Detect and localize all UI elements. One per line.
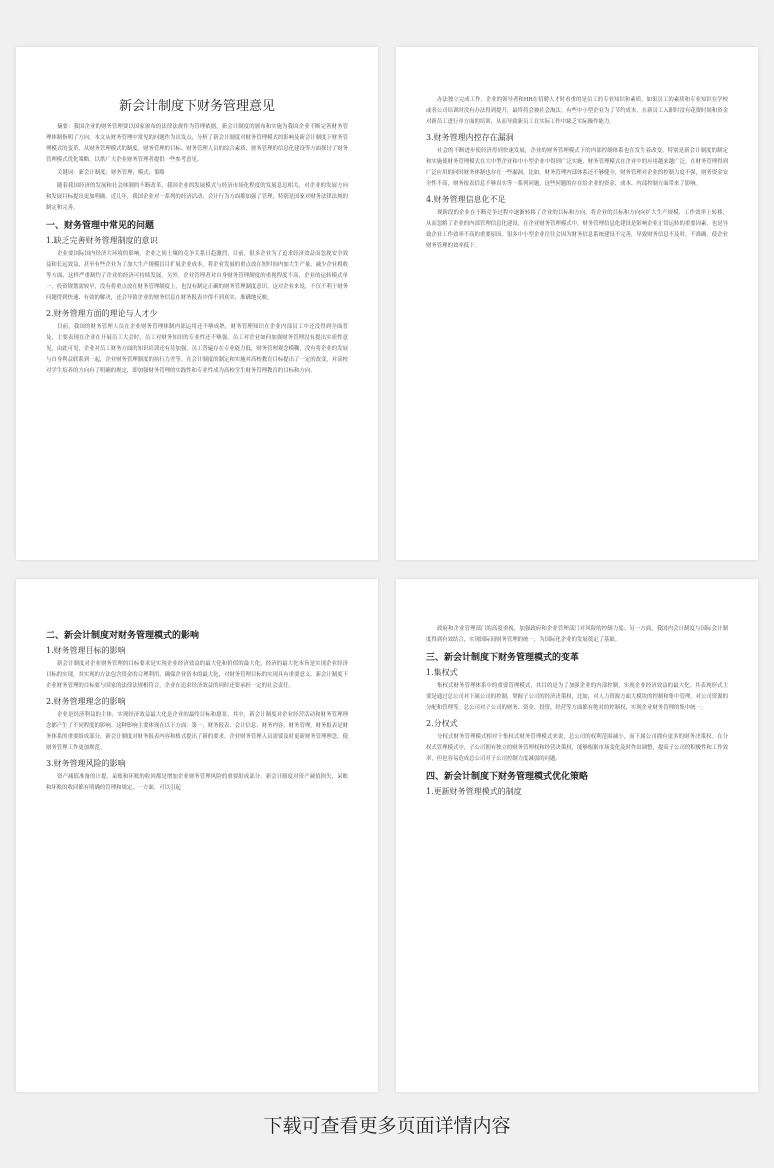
body-paragraph: 新会计制度对企业财务管理的目标要求是实现企业经济效益的最大化和价值的最大化，经济的最大化本旨是实现企业经济目标的实现，其实现的方法包含资金的合理利用，确保企业资本的最大化，对财务管理目标的实现具有重要意义。新会计制度下企业财务管理的目标要与国家的法律法规相符合，企业在追求经济效益的同时还要承担一定的社会责任。 — [46, 661, 348, 689]
body-paragraph: 企业是经济利益的主体，实现经济效益最大化是企业的最终目标和愿景。其中，新会计制度对企业经营活动和财务管理理念都产生了不同程度的影响。这种影响主要体现在以下方面：第一，财务报表、会计信息、财务内容、财务管理。财务报表是财务体系的重要组成部分，新会计制度对财务报表内容和格式提出了新的要求，企业财务管理人员需要及时更新财务管理理念，使财务管理工作更加规范。 — [46, 712, 348, 751]
body-paragraph: 企业要国际国内经济大环境的影响，企业之间土壤的竞争关系日趋激烈，目前，很多企业为了追求经济效益而忽视安全效益和长远效益，甚至有些企业为了加大生产规模盲目扩展企业成本，将企业发展的重点放在短时间内加大生产量、减少企业税收等方面，这样严重制约了企业的经济可持续发展，另外，企业管理者对自身财务管理制度的重视程度不高，企业的运转模式单一，投资规划需较早，没有将重点放在财务管理制度上，也没有制定正确的财务管理制度意识，这对企业来说，不仅不利于财务问题得到快速、有效的解决，还会导致企业的财务信息在财务报表中得不到真实、准确地反映。 — [46, 251, 348, 301]
body-paragraph: 分权式财务管理模式相对于集权式财务管理模式来说，总公司的权利范围减小，而下属公司拥有更多的财务决策权。在分权式管理模式中，子公司拥有独立的财务管理权和经营决策权，能够根据市场变化及时作出调整，提高子公司的积极性和工作效率，但也容易造成总公司对子公司控制力度减弱的问题。 — [426, 734, 728, 762]
subsection-heading: 2.财务管理方面的理论与人才少 — [46, 309, 158, 318]
section-heading: 一、财务管理中常见的问题 — [46, 221, 155, 231]
section-heading: 四、新会计制度下财务管理模式优化策略 — [426, 772, 589, 782]
subsection-heading: 3.财务管理内控存在漏洞 — [426, 133, 514, 142]
download-prompt-text[interactable]: 下载可查看更多页面详情内容 — [263, 1115, 511, 1137]
subsection-heading: 1.更新财务管理模式的制度 — [426, 787, 522, 796]
document-page-2 — [396, 47, 758, 560]
document-page-3 — [16, 579, 378, 1092]
body-paragraph: 集权式财务管理体系中的重要管理模式，其目的是为了加强企业的内部控制，实现企业经济效益的最大化。其表现形式主要是通过总公司对下属公司的控制，掌握子公司的经济决策权，比如，对人力资源方面大模块的控制和集中管理，对公司资源的分配和管理等。总公司对子公司的财务、资金、投资、经营等方面都有绝对的控制权，实现企业财务管理的集中统一。 — [426, 683, 728, 711]
subsection-heading: 1.缺乏完善财务管理制度的意识 — [46, 236, 158, 245]
body-paragraph: 目前，我国的财务管理人员在企业财务管理体制内部运用还不够成熟，财务管理知识在企业内部员工中还没得到全面普及，主要表现在企业在开展员工大会时，员工对财务知识的专业性还不够强，员工对企业如何加强财务管理没有提出实质性意见，由此可见，企业对员工财务方面的知识培训还有待加强，员工普遍存在专业能力低，财务管理观念模糊，没有将企业的发展与自身利益联系到一起，企业财务管理制度的执行力差等。在会计制度的制定和实施对高校教育目标提出了一定的改变，对高校对学生培养的方向有了明确的规定，即加强财务管理的实践性和专业性成为高校学生财务管理教育的目标和方向。 — [46, 324, 348, 374]
subsection-heading: 3.财务管理风险的影响 — [46, 759, 126, 768]
section-heading: 三、新会计制度下财务管理模式的变革 — [426, 653, 580, 663]
subsection-heading: 1.集权式 — [426, 668, 458, 677]
subsection-heading: 2.分权式 — [426, 719, 458, 728]
subsection-heading: 4.财务管理信息化不足 — [426, 195, 506, 204]
body-paragraph: 随着我国经济的发展和社会体制的不断改革，我国企业的发展模式与经济市场化程度的发展息息相关，对企业的发展方向和发展目标提出更加明确。近几年，我国企业对一系列的经济活动、会计行为方面都加强了管理，特别是国家对财务法律法规的制定和完善。 — [46, 183, 348, 211]
document-title: 新会计制度下财务管理意见 — [118, 99, 275, 114]
body-paragraph: 办法独立完成工作，企业的领导者和HR在招聘人才时看重的是员工的专业知识和素质，如果员工的素质和专业知识在学校或者公司培训时没有办法得到提升，最终将会被社会淘汰。有些中小型企业为了节约成本，在新员工入职时没有花费时间和资金对新员工进行单方面的培训，从而导致新员工在实际工作中缺乏实际操作能力。 — [426, 97, 728, 125]
body-paragraph: 关键词：新会计制度；财务管理；模式；策略 — [57, 170, 165, 176]
body-paragraph: 资产减值准备的计提、呆账和坏账的收回都是增加企业财务管理风险的重要组成部分。新会计制度对资产减值损失、呆账和坏账的收回都有明确的管理和规定，一方面，可以引起 — [46, 774, 348, 791]
body-paragraph: 现阶段的企业在不断竞争过程中逐渐转移了企业的目标和方向，将企业的目标和方向向扩大生产规模、工作效率上转移，从而忽略了企业的内部管理信息化建设，在企业财务管理模式中，财务管理信息化建设是影响企业正常运转的重要因素，也是导致企业工作效率不高的重要原因。很多中小型企业往往会因为财务信息系统建设不完善，导致财务信息不及时、不准确，使企业财务管理的效率低下。 — [426, 210, 728, 249]
subsection-heading: 2.财务管理理念的影响 — [46, 697, 126, 706]
body-paragraph: 社会的不断进步使经济得到快速发展，企业的财务管理模式下的内部控制体系也在发生着改变，特别是新会计制度的制定和实施使财务管理模式在大中型企业和中小型企业中得到广泛实施，财务管理模式在企业中的应用越来越广泛。在财务管理得到广泛应用的同时财务体制也存在一些漏洞，比如，财务管理内部体系还不够健全，财务管理对企业的控制力度不强，财务资金安全性不高，财务报表信息不够真实等一系列问题，这些问题的存在给企业的资金、成本、内部控制方面带来了影响。 — [426, 148, 728, 187]
body-paragraph: 政府和企业管理部门的高度重视，加强政府和企业管理部门对风险的控制力度；另一方面，我国内会计制度与国际会计制度得到有效结合，实现国际间财务管理的统一，为国际化企业的发展奠定了基础。 — [426, 626, 728, 643]
document-page-4 — [396, 579, 758, 1092]
section-heading: 二、新会计制度对财务管理模式的影响 — [46, 631, 200, 641]
body-paragraph: 摘要：我国企业的财务管理要以国家颁布的法律法规作为管理依据，新会计制度的颁布和实施为我国企业不断完善财务管理体制指明了方向。本文从财务管理中常见的问题作为出发点，分析了新会计制度对财务管理模式的影响及新会计制度下财务管理模式的变革，从财务管理模式的制度、财务管理的目标、财务管理人员的综合素质、财务管理的信息化建设等方面探讨了财务管理模式优化策略，以供广大企业财务管理者提供一些参考意见。 — [46, 124, 348, 163]
subsection-heading: 1.财务管理目标的影响 — [46, 646, 126, 655]
document-page-1 — [16, 47, 378, 560]
